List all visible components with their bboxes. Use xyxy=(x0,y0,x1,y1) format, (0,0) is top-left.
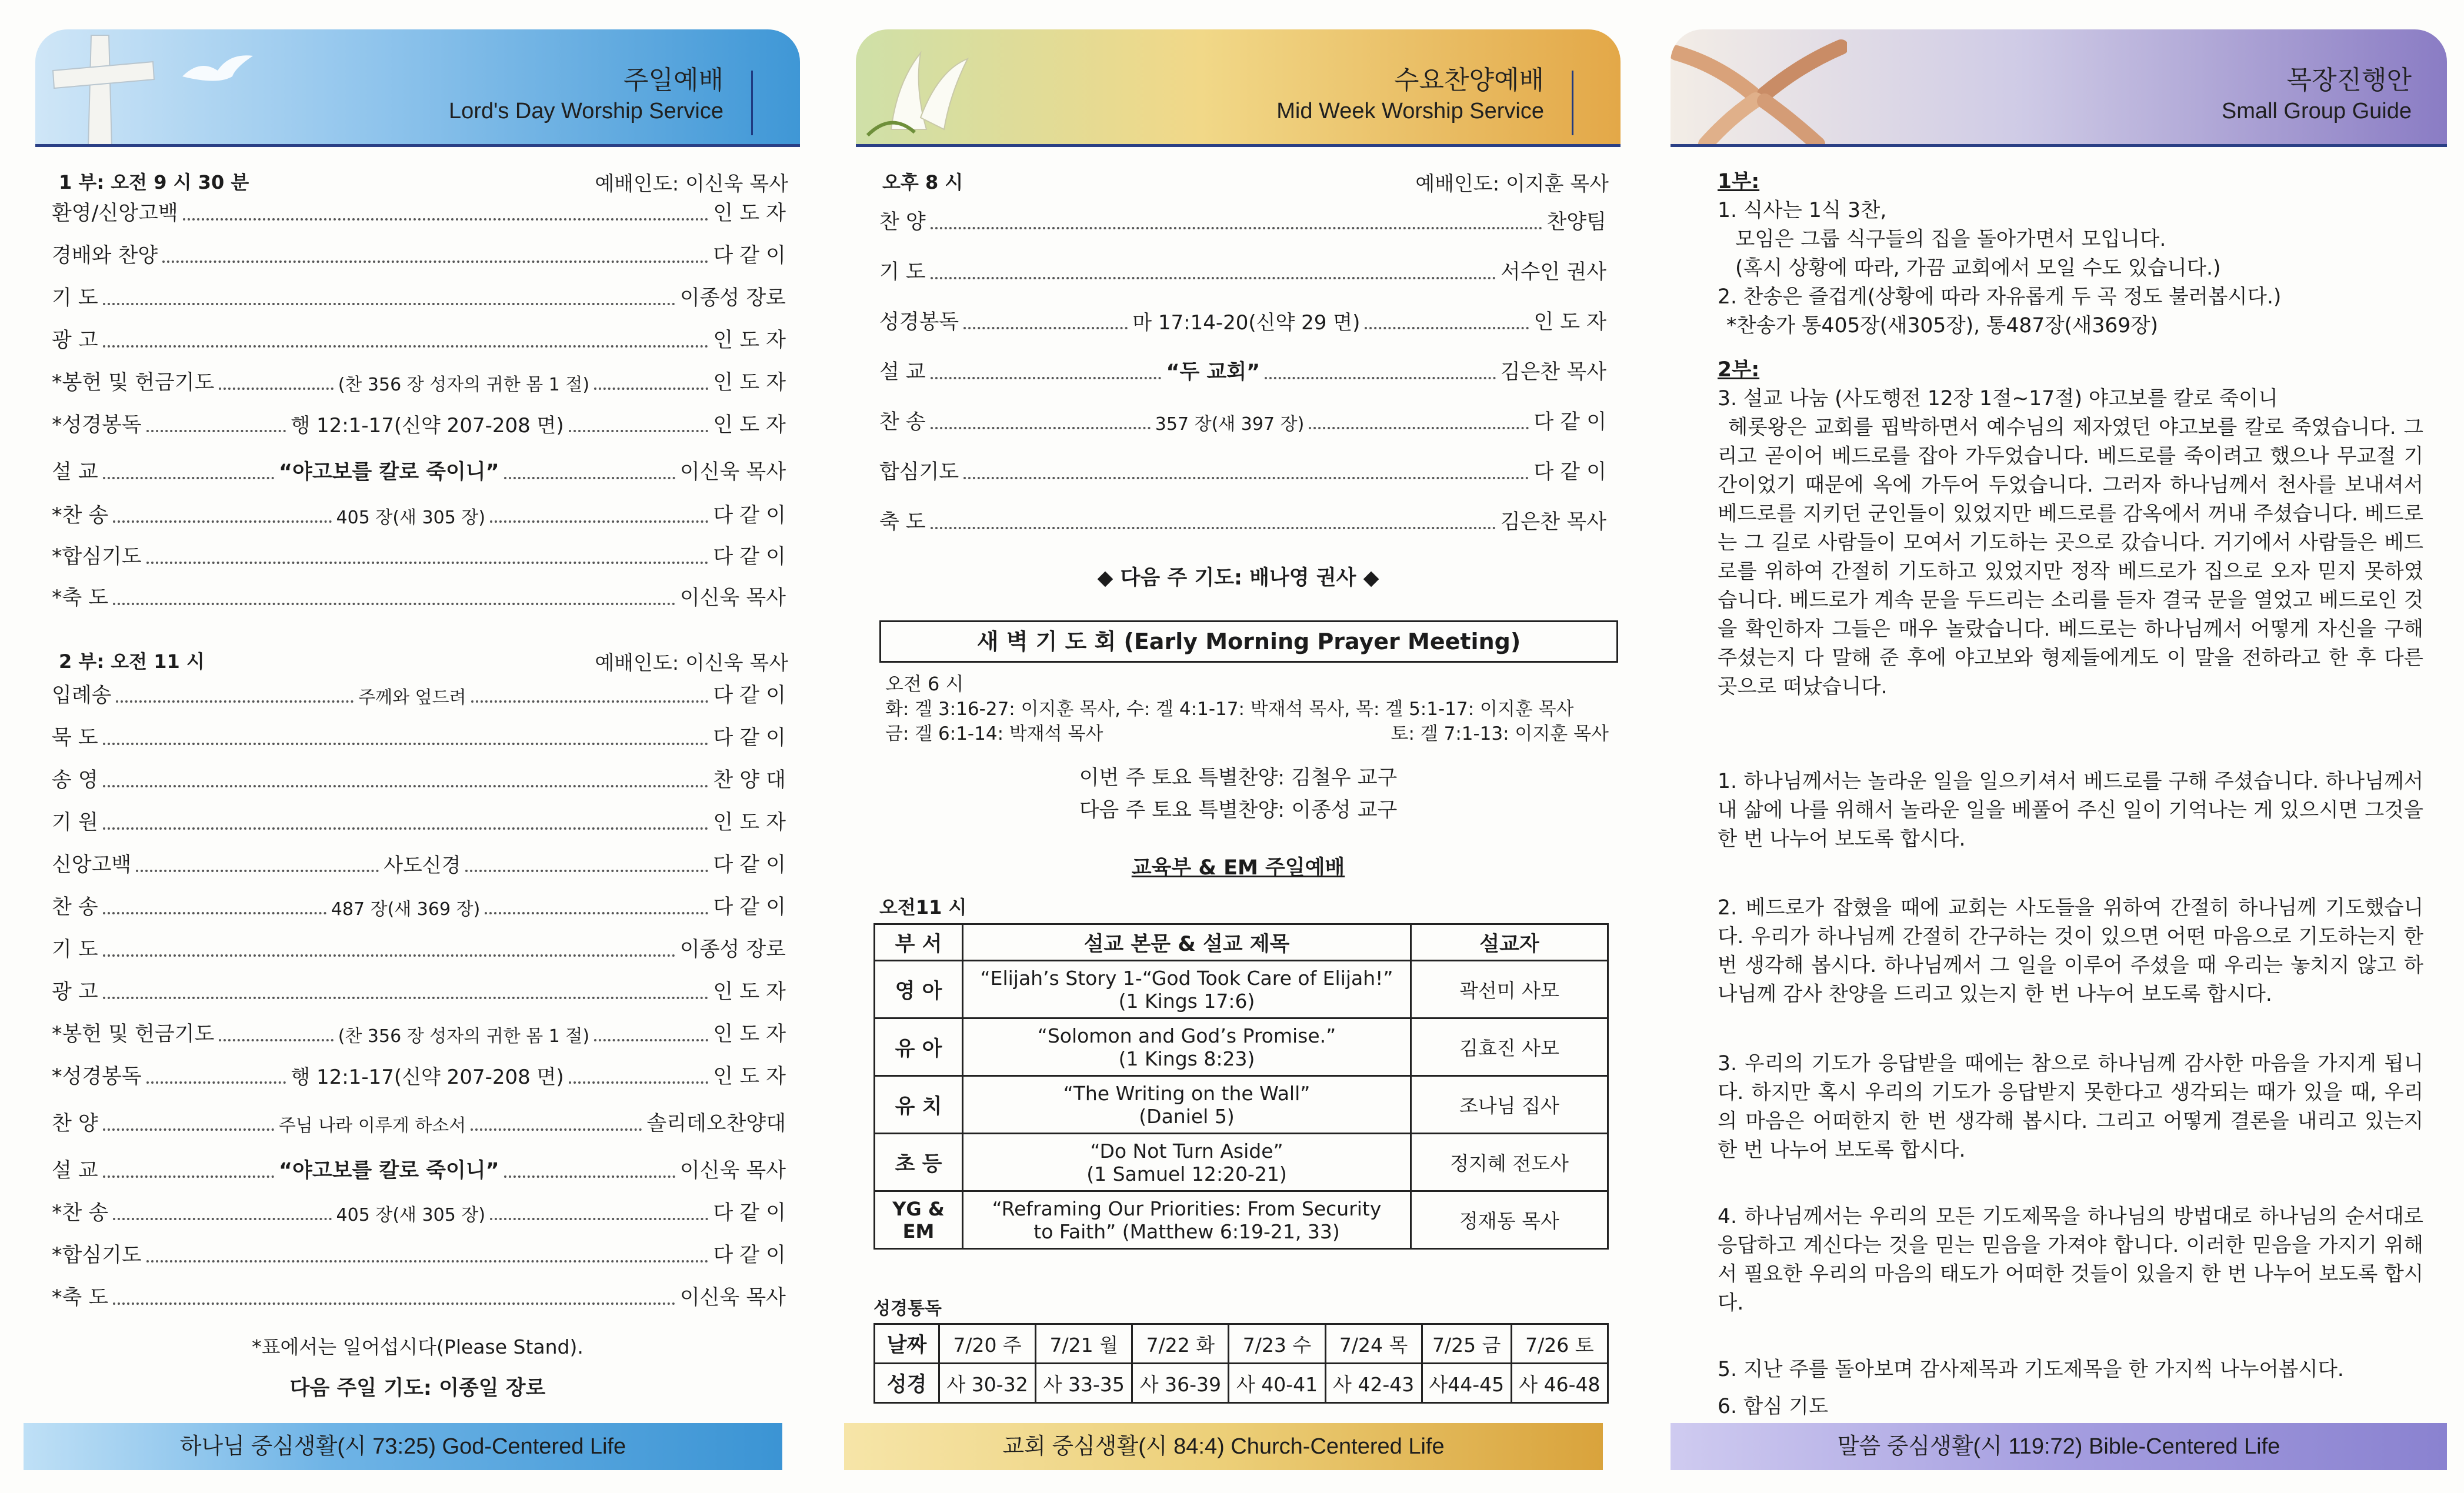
list-item: 송 영 찬 양 대 xyxy=(52,769,786,792)
list-item: 경배와 찬양 다 같 이 xyxy=(52,244,786,268)
date-cell: 7/20 주 xyxy=(939,1324,1036,1364)
table-row xyxy=(875,1364,1608,1403)
dept: 초 등 xyxy=(875,1134,963,1191)
dove-icon xyxy=(176,47,259,94)
preacher: 김효진 사모 xyxy=(1411,1018,1608,1076)
sermon-summary: 헤롯왕은 교회를 핍박하면서 예수님의 제자였던 야고보를 칼로 죽였습니다. 그리고 곧이어 베드로를 잡아 가두었습니다. 베드로를 죽이려고 했으나 무교절 기간이었기 때문에 옥에 가두어 두었습니다. 그러자 하나님께서 천사를 보내셔서 베드로를 지키던 군인들이 있었지만 베드로를 감옥에서 꺼내 주셨습니다. 베드로는 그 길로 사람들이 모여서 기도하는 곳으로 갔습니다. 거기에서 사람들은 베드로를 위하여 간절히 기도하고 있었지만 정작 베드로가 집으로 오자 믿지 못하였습니다. 베드로가 계속 문을 두드리는 소리를 듣자 결국 문을 열었고 베드로인 것을 확인하자 그들은 매우 놀랐습니다. 베드로는 하나님께서 어떻게 자신을 구해 주셨는지 다 말해 준 후에 야고보와 형제들에게도 이 말을 전하라고 한 후 다른 곳으로 떠났습니다. xyxy=(1718,416,2423,699)
sermon: “The Writing on the Wall” (Daniel 5) xyxy=(963,1076,1411,1134)
part1 xyxy=(1718,168,2423,340)
question-5: 5. 지난 주를 돌아보며 감사제목과 기도제목을 한 가지씩 나누어봅시다. xyxy=(1718,1358,2344,1381)
stand-note: *표에서는 일어섭시다(Please Stand). xyxy=(252,1335,584,1358)
question-3: 3. 우리의 기도가 응답받을 때에는 참으로 하나님께 감사한 마음을 가지게 됩니다. 하지만 혹시 우리의 기도가 응답받지 못한다고 생각되는 때가 있을 때, 우리의 마음은 어떠한지 한 번 생각해 봅시다. 그리고 어떻게 결론을 내리고 있는지 한 번 나누어 보도록 합시다. xyxy=(1718,1052,2423,1162)
special-praise-this-week: 이번 주 토요 특별찬양: 김철우 교구 xyxy=(1079,766,1398,790)
question-6: 6. 합심 기도 xyxy=(1718,1395,1829,1418)
list-item: 설 교 “두 교회” 김은찬 목사 xyxy=(879,360,1606,384)
midweek-heading xyxy=(882,168,1609,196)
table-row xyxy=(875,1134,1608,1191)
list-item: 신앙고백 사도신경 다 같 이 xyxy=(52,853,786,877)
list-item: 2. 찬송은 즐겁게(상황에 따라 자유롭게 두 곡 정도 불러봅시다.) xyxy=(1718,285,2282,309)
dept: 영 아 xyxy=(875,961,963,1018)
footer-motto: 하나님 중심생활(시 73:25) God-Centered Life xyxy=(24,1423,782,1470)
table-row xyxy=(875,1324,1608,1364)
dates-label: 날짜 xyxy=(875,1324,939,1364)
dawn-sat: 토: 겔 7:1-13: 이지훈 목사 xyxy=(1391,723,1609,744)
col-preacher: 설교자 xyxy=(1411,924,1608,961)
midweek-worship-panel xyxy=(856,29,1621,1476)
reading-cell: 사 30-32 xyxy=(939,1364,1036,1403)
preacher: 정재동 목사 xyxy=(1411,1191,1608,1249)
sermon: “Reframing Our Priorities: From Security to Faith” (Matthew 6:19-21, 33) xyxy=(963,1191,1411,1249)
service2-heading xyxy=(59,647,788,676)
lily-icon xyxy=(856,29,985,147)
list-item: 환영/신앙고백 인 도 자 xyxy=(52,202,786,225)
page-title: 수요찬양예배 xyxy=(1393,65,1544,95)
dept: 유 치 xyxy=(875,1076,963,1134)
date-cell: 7/22 화 xyxy=(1132,1324,1229,1364)
bible-reading-title: 성경통독 xyxy=(873,1298,942,1319)
list-item: *성경봉독 행 12:1-17(신약 207-208 면) 인 도 자 xyxy=(52,1065,786,1089)
page-title: 주일예배 xyxy=(623,65,723,95)
service2-time: 2 부: 오전 11 시 xyxy=(59,650,205,673)
midweek-header xyxy=(856,29,1621,147)
list-item: 합심기도 다 같 이 xyxy=(879,460,1606,484)
preacher: 곽선미 사모 xyxy=(1411,961,1608,1018)
list-item: 광 고 인 도 자 xyxy=(52,980,786,1004)
special-praise-next-week: 다음 주 토요 특별찬양: 이종성 교구 xyxy=(1079,799,1398,822)
list-item: (혹시 상황에 따라, 가끔 교회에서 모일 수도 있습니다.) xyxy=(1735,256,2221,280)
date-cell: 7/23 수 xyxy=(1229,1324,1325,1364)
table-row xyxy=(875,1191,1608,1249)
list-item: 1. 식사는 1식 3찬, xyxy=(1718,199,1887,222)
divider xyxy=(1572,71,1573,135)
next-prayer: ◆ 다음 주 기도: 배나영 권사 ◆ xyxy=(1097,566,1379,590)
dawn-schedule-line1: 화: 겔 3:16-27: 이지훈 목사, 수: 겔 4:1-17: 박재석 목사, 목: 겔 5:1-17: 이지훈 목사 xyxy=(885,699,1574,720)
list-item: *성경봉독 행 12:1-17(신약 207-208 면) 인 도 자 xyxy=(52,413,786,437)
dawn-prayer-title: 새 벽 기 도 회 (Early Morning Prayer Meeting) xyxy=(879,620,1618,663)
date-cell: 7/21 월 xyxy=(1036,1324,1132,1364)
list-item: 찬 양 주님 나라 이루게 하소서 솔리데오찬양대 xyxy=(52,1112,786,1136)
bible-reading-table xyxy=(873,1323,1609,1404)
list-item: *축 도 이신욱 목사 xyxy=(52,1286,786,1310)
list-item: 찬 양 찬양팀 xyxy=(879,211,1606,234)
dept: YG & EM xyxy=(875,1191,963,1249)
list-item: 기 도 서수인 권사 xyxy=(879,260,1606,284)
divider xyxy=(751,71,753,135)
reading-cell: 사 33-35 xyxy=(1036,1364,1132,1403)
hands-icon xyxy=(1671,29,1847,147)
reading-cell: 사44-45 xyxy=(1422,1364,1511,1403)
page-subtitle: Mid Week Worship Service xyxy=(1276,99,1544,123)
divider xyxy=(35,144,800,147)
part2 xyxy=(1718,356,2423,702)
service1-time: 1 부: 오전 9 시 30 분 xyxy=(59,171,249,193)
page-title: 목장진행안 xyxy=(2286,65,2412,95)
col-sermon: 설교 본문 & 설교 제목 xyxy=(963,924,1411,961)
dawn-time: 오전 6 시 xyxy=(885,673,964,695)
question-4: 4. 하나님께서는 우리의 모든 기도제목을 하나님의 방법대로 하나님의 순서대로 응답하고 계신다는 것을 믿는 믿음을 가져야 합니다. 이러한 믿음을 가지기 위해서 필요한 우리의 마음의 태도가 어떠한 것들이 있을지 한 번 나누어 보도록 합시다. xyxy=(1718,1205,2423,1315)
sermon-share-title: 3. 설교 나눔 (사도행전 12장 1절~17절) 야고보를 칼로 죽이니 xyxy=(1718,387,2278,410)
list-item: *찬 송 405 장(새 305 장) 다 같 이 xyxy=(52,504,786,528)
list-item: 찬 송 357 장(새 397 장) 다 같 이 xyxy=(879,410,1607,435)
sermon: “Elijah’s Story 1-“God Took Care of Elijah!” (1 Kings 17:6) xyxy=(963,961,1411,1018)
question-2: 2. 베드로가 잡혔을 때에 교회는 사도들을 위하여 간절히 하나님께 기도했습니다. 우리가 하나님께 간절히 간구하는 것이 있으면 어떤 마음으로 기도하는지 한 번 생각해 봅시다. 하나님께서 그 일을 이루어 주셨을 때 우리는 놓치지 않고 하나님께 감사 찬양을 드리고 있는지 한 번 나누어 보도록 합시다. xyxy=(1718,896,2423,1006)
list-item: *합심기도 다 같 이 xyxy=(52,1244,786,1267)
dawn-fri: 금: 겔 6:1-14: 박재석 목사 xyxy=(885,723,1103,744)
small-group-panel xyxy=(1671,29,2447,1476)
col-dept: 부 서 xyxy=(875,924,963,961)
footer-motto: 말씀 중심생활(시 119:72) Bible-Centered Life xyxy=(1671,1423,2447,1470)
table-row xyxy=(875,1018,1608,1076)
reading-cell: 사 36-39 xyxy=(1132,1364,1229,1403)
dawn-schedule-line2 xyxy=(885,719,1609,745)
sermon: “Do Not Turn Aside” (1 Samuel 12:20-21) xyxy=(963,1134,1411,1191)
part2-title: 2부: xyxy=(1718,358,1760,382)
list-item: 성경봉독 마 17:14-20(신약 29 면) 인 도 자 xyxy=(879,310,1607,335)
list-item: 축 도 김은찬 목사 xyxy=(879,510,1606,534)
list-item: *봉헌 및 헌금기도 (찬 356 장 성자의 귀한 몸 1 절) 인 도 자 xyxy=(52,371,786,395)
table-row xyxy=(875,1076,1608,1134)
reading-cell: 사 46-48 xyxy=(1511,1364,1608,1403)
list-item: *찬송가 통405장(새305장), 통487장(새369장) xyxy=(1726,314,2158,338)
list-item: 광 고 인 도 자 xyxy=(52,329,786,352)
list-item: 모임은 그룹 식구들의 집을 돌아가면서 모입니다. xyxy=(1735,228,2166,251)
list-item: 입례송 주께와 엎드려 다 같 이 xyxy=(52,684,786,708)
divider xyxy=(1671,144,2447,147)
service1-heading xyxy=(59,168,788,196)
service1-leader: 예배인도: 이신욱 목사 xyxy=(595,172,788,196)
table-row xyxy=(875,961,1608,1018)
cross-icon xyxy=(35,29,165,147)
list-item: 묵 도 다 같 이 xyxy=(52,726,786,750)
preacher: 조나님 집사 xyxy=(1411,1076,1608,1134)
edu-time: 오전11 시 xyxy=(879,896,967,918)
page-subtitle: Small Group Guide xyxy=(2221,99,2412,123)
date-cell: 7/24 목 xyxy=(1325,1324,1422,1364)
table-header xyxy=(875,924,1608,961)
divider xyxy=(856,144,1621,147)
dept: 유 아 xyxy=(875,1018,963,1076)
small-group-header xyxy=(1671,29,2447,147)
midweek-time: 오후 8 시 xyxy=(882,171,963,193)
list-item: 설 교 “야고보를 칼로 죽이니” 이신욱 목사 xyxy=(52,460,786,484)
sermon: “Solomon and God’s Promise.” (1 Kings 8:23) xyxy=(963,1018,1411,1076)
edu-title: 교육부 & EM 주일예배 xyxy=(1131,856,1345,880)
question-1: 1. 하나님께서는 놀라운 일을 일으키셔서 베드로를 구해 주셨습니다. 하나님께서 내 삶에 나를 위해서 놀라운 일을 베풀어 주신 일이 기억나는 게 있으시면 그것을 한 번 나누어 보도록 합시다. xyxy=(1718,770,2423,851)
midweek-leader: 예배인도: 이지훈 목사 xyxy=(1415,172,1609,196)
page-subtitle: Lord's Day Worship Service xyxy=(449,99,723,123)
edu-schedule-table xyxy=(873,923,1609,1250)
list-item: 설 교 “야고보를 칼로 죽이니” 이신욱 목사 xyxy=(52,1159,786,1183)
list-item: 기 도 이종성 장로 xyxy=(52,938,786,961)
service2-leader: 예배인도: 이신욱 목사 xyxy=(595,652,788,675)
sunday-worship-panel xyxy=(35,29,800,1476)
reading-cell: 사 42-43 xyxy=(1325,1364,1422,1403)
next-prayer: 다음 주일 기도: 이종일 장로 xyxy=(289,1377,546,1400)
part1-title: 1부: xyxy=(1718,170,1760,193)
date-cell: 7/26 토 xyxy=(1511,1324,1608,1364)
list-item: *봉헌 및 헌금기도 (찬 356 장 성자의 귀한 몸 1 절) 인 도 자 xyxy=(52,1023,786,1047)
date-cell: 7/25 금 xyxy=(1422,1324,1511,1364)
footer-motto: 교회 중심생활(시 84:4) Church-Centered Life xyxy=(844,1423,1603,1470)
list-item: *합심기도 다 같 이 xyxy=(52,545,786,569)
list-item: 기 도 이종성 장로 xyxy=(52,286,786,310)
reading-label: 성경 xyxy=(875,1364,939,1403)
list-item: *축 도 이신욱 목사 xyxy=(52,586,786,610)
list-item: *찬 송 405 장(새 305 장) 다 같 이 xyxy=(52,1201,786,1225)
reading-cell: 사 40-41 xyxy=(1229,1364,1325,1403)
preacher: 정지혜 전도사 xyxy=(1411,1134,1608,1191)
list-item: 찬 송 487 장(새 369 장) 다 같 이 xyxy=(52,896,786,920)
sunday-header xyxy=(35,29,800,147)
list-item: 기 원 인 도 자 xyxy=(52,811,786,834)
